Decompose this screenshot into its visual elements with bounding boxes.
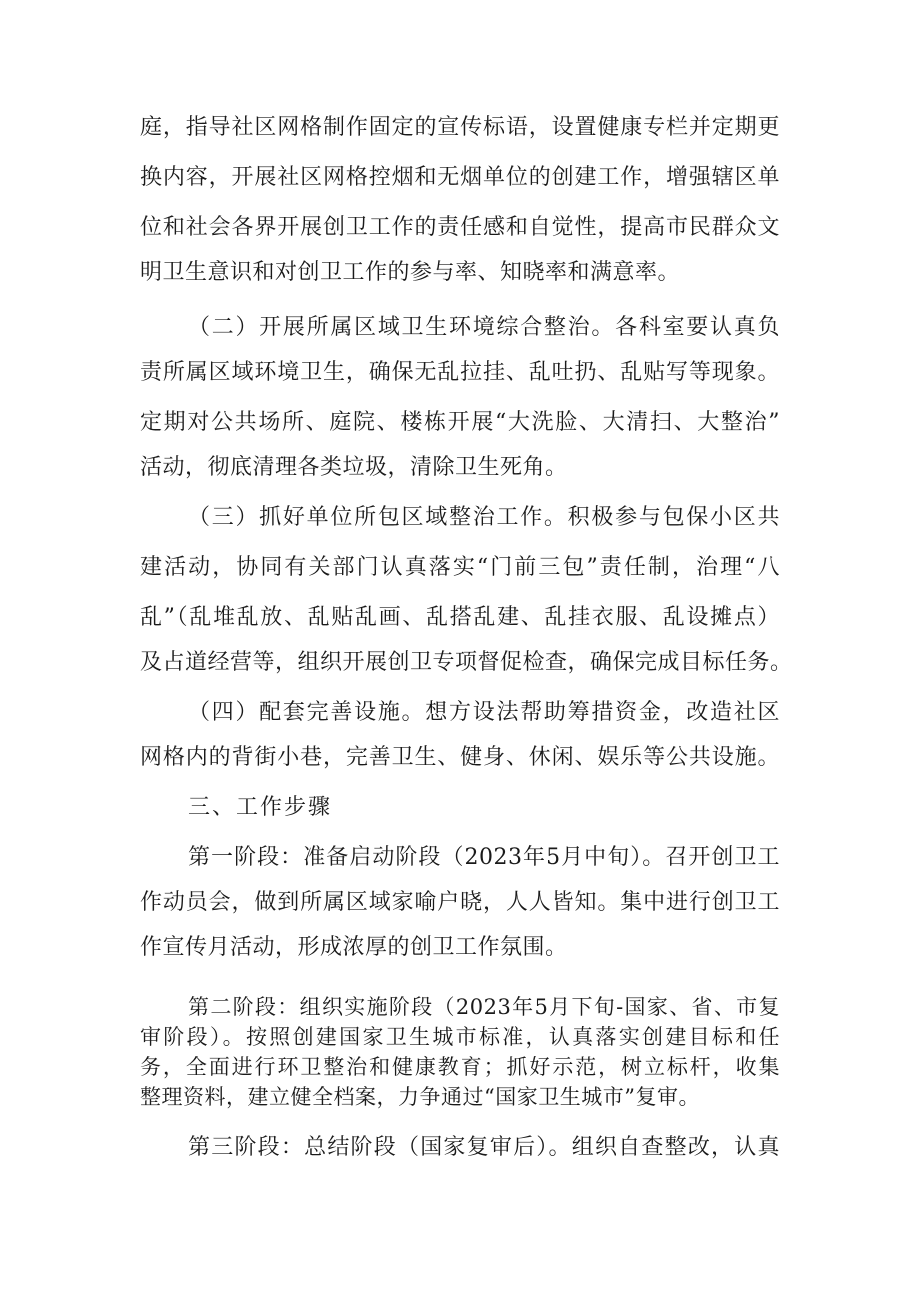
stage-1-line-3: 作宣传月活动，形成浓厚的创卫工作氛围。 [140,935,568,960]
paragraph-2-line-3: 定期对公共场所、庭院、楼栋开展“大洗脸、大清扫、大整治” [140,410,780,435]
paragraph-1-line-4: 明卫生意识和对创卫工作的参与率、知晓率和满意率。 [140,260,681,285]
stage-1-line-1: 第一阶段：准备启动阶段（2023年5月中旬）。召开创卫工 [188,845,780,870]
paragraph-1-line-1: 庭，指导社区网格制作固定的宣传标语，设置健康专栏并定期更 [140,115,780,140]
paragraph-4-line-2: 网格内的背街小巷，完善卫生、健身、休闲、娱乐等公共设施。 [140,745,780,770]
paragraph-3-line-1: （三）抓好单位所包区域整治工作。积极参与包保小区共 [188,505,780,530]
stage-1-line-2: 作动员会，做到所属区域家喻户晓，人人皆知。集中进行创卫工 [140,890,780,915]
paragraph-3-line-2: 建活动，协同有关部门认真落实“门前三包”责任制，治理“八 [140,555,780,580]
paragraph-3-line-3: 乱”（乱堆乱放、乱贴乱画、乱搭乱建、乱挂衣服、乱设摊点） [140,605,780,630]
paragraph-3-line-4: 及占道经营等，组织开展创卫专项督促检查，确保完成目标任务。 [140,650,793,675]
stage-2-line-3: 务，全面进行环卫整治和健康教育；抓好示范，树立标杆，收集 [140,1055,780,1079]
paragraph-2-line-2: 责所属区域环境卫生，确保无乱拉挂、乱吐扔、乱贴写等现象。 [140,360,780,385]
stage-2-line-4: 整理资料，建立健全档案，力争通过“国家卫生城市”复审。 [140,1085,700,1109]
paragraph-2-line-1: （二）开展所属区域卫生环境综合整治。各科室要认真负 [188,315,780,340]
paragraph-2-line-4: 活动，彻底清理各类垃圾，清除卫生死角。 [140,455,568,480]
section-heading: 三、工作步骤 [188,795,333,820]
paragraph-1-line-2: 换内容，开展社区网格控烟和无烟单位的创建工作，增强辖区单 [140,165,780,190]
paragraph-1-line-3: 位和社会各界开展创卫工作的责任感和自觉性，提高市民群众文 [140,215,780,240]
stage-2-line-2: 审阶段）。按照创建国家卫生城市标准，认真落实创建目标和任 [140,1025,780,1049]
paragraph-4-line-1: （四）配套完善设施。想方设法帮助筹措资金，改造社区 [188,700,780,725]
stage-2-line-1: 第二阶段：组织实施阶段（2023年5月下旬-国家、省、市复 [188,995,780,1019]
stage-3-line-1: 第三阶段：总结阶段（国家复审后）。组织自查整改，认真 [188,1135,780,1160]
